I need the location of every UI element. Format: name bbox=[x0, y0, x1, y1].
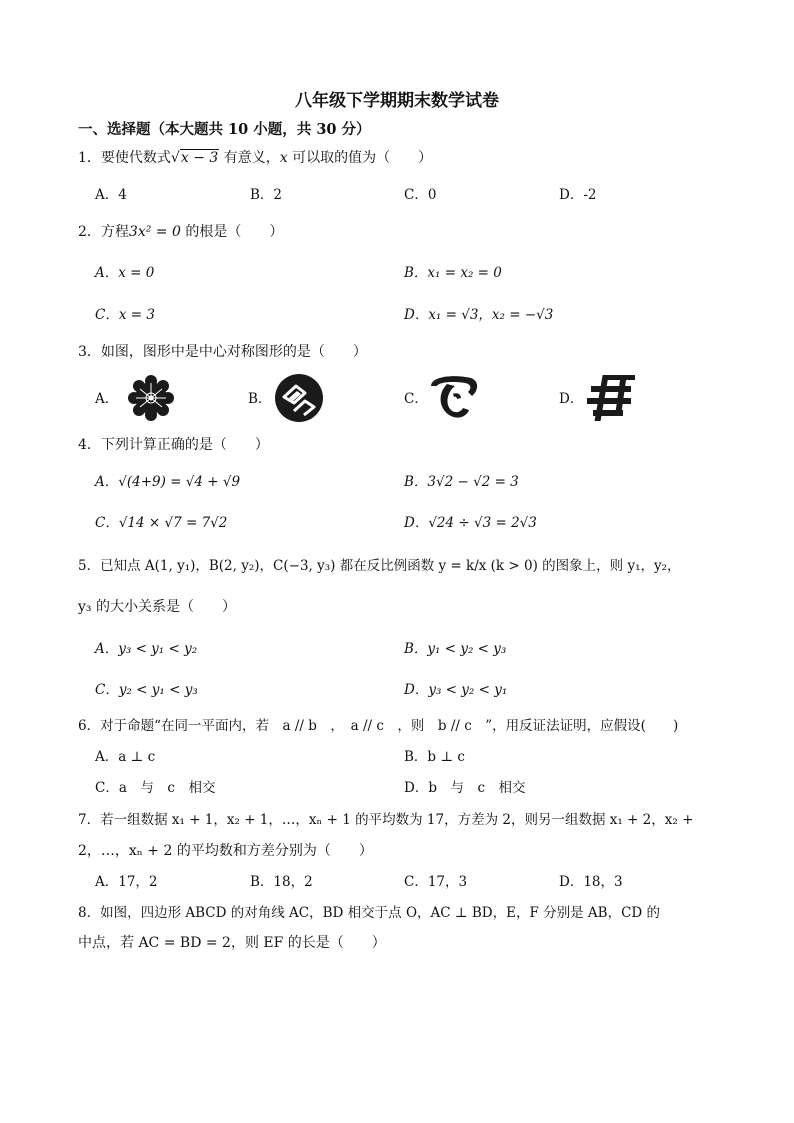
china-unicom-logo-icon bbox=[126, 373, 176, 423]
q7-option-b: B．18，2 bbox=[250, 874, 313, 890]
question-8-line-2: 中点，若 AC = BD = 2，则 EF 的长是（ ） bbox=[78, 935, 386, 951]
q2-option-b: B．x₁ = x₂ = 0 bbox=[404, 265, 502, 281]
question-2-pre: 2．方程 bbox=[78, 224, 129, 240]
q1-option-a: A．4 bbox=[95, 187, 127, 203]
q5-option-d: D．y₃ < y₂ < y₁ bbox=[404, 682, 508, 698]
q3-option-b-label: B． bbox=[248, 391, 272, 407]
q6-option-a: A．a ⊥ c bbox=[95, 749, 156, 765]
question-3: 3．如图，图形中是中心对称图形的是（ ） bbox=[78, 344, 367, 360]
question-4: 4．下列计算正确的是（ ） bbox=[78, 437, 269, 453]
q2-option-d: D．x₁ = √3，x₂ = −√3 bbox=[404, 307, 554, 323]
question-1-mid: 有意义， bbox=[223, 150, 280, 166]
question-5-line-1: 5．已知点 A(1, y₁)，B(2, y₂)，C(−3, y₃) 都在反比例函数 y = k/x (k > 0) 的图象上，则 y₁，y₂， bbox=[78, 558, 681, 574]
q2-option-a: A．x = 0 bbox=[95, 265, 155, 281]
question-5-line-2: y₃ 的大小关系是（ ） bbox=[78, 599, 236, 615]
q1-option-c: C．0 bbox=[404, 187, 437, 203]
q5-option-c: C．y₂ < y₁ < y₃ bbox=[95, 682, 198, 698]
q1-option-d: D．-2 bbox=[559, 187, 597, 203]
q4-option-a: A．√(4+9) = √4 + √9 bbox=[95, 474, 241, 490]
q3-option-a-label: A． bbox=[95, 391, 119, 407]
question-2-post: 的根是（ ） bbox=[185, 224, 284, 240]
q6-option-c: C．a 与 c 相交 bbox=[95, 780, 216, 796]
q2-option-c: C．x = 3 bbox=[95, 307, 155, 323]
question-2 bbox=[78, 222, 283, 242]
q1-option-b: B．2 bbox=[250, 187, 283, 203]
question-1: 1．要使代数式√x − 3 有意义，x 可以取的值为（ ） bbox=[78, 150, 433, 166]
question-7-line-2: 2，…，xₙ + 2 的平均数和方差分别为（ ） bbox=[78, 843, 373, 859]
q6-option-b: B．b ⊥ c bbox=[404, 749, 465, 765]
q4-option-b: B．3√2 − √2 = 3 bbox=[404, 474, 519, 490]
exam-title: 八年级下学期期末数学试卷 bbox=[295, 91, 499, 111]
china-mobile-logo-icon bbox=[272, 373, 326, 423]
q5-option-b: B．y₁ < y₂ < y₃ bbox=[404, 641, 507, 657]
question-6: 6．对于命题“在同一平面内，若 a // b ， a // c ，则 b // c ”，用反证法证明，应假设( ) bbox=[78, 718, 679, 734]
question-7-line-1: 7．若一组数据 x₁ + 1，x₂ + 1，…，xₙ + 1 的平均数为 17，方差为 2，则另一组数据 x₁ + 2，x₂ + bbox=[78, 812, 694, 828]
q7-option-c: C．17，3 bbox=[404, 874, 468, 890]
q4-option-c: C．√14 × √7 = 7√2 bbox=[95, 515, 228, 531]
q3-option-d-label: D． bbox=[559, 391, 584, 407]
q3-option-c-label: C． bbox=[404, 391, 428, 407]
question-1-post: 可以取的值为（ ） bbox=[292, 150, 433, 166]
question-1-pre: 1．要使代数式 bbox=[78, 150, 171, 166]
china-post-logo-icon bbox=[585, 373, 639, 423]
question-2-equation: 3x² = 0 bbox=[128, 224, 181, 240]
section-heading-multiple-choice: 一、选择题（本大题共 10 小题，共 30 分） bbox=[78, 121, 371, 138]
q5-option-a: A．y₃ < y₁ < y₂ bbox=[95, 641, 198, 657]
q4-option-d: D．√24 ÷ √3 = 2√3 bbox=[404, 515, 537, 531]
q6-option-d: D．b 与 c 相交 bbox=[404, 780, 526, 796]
sqrt-expression: √x − 3 bbox=[170, 150, 219, 166]
china-telecom-logo-icon bbox=[425, 372, 483, 424]
q7-option-d: D．18，3 bbox=[559, 874, 623, 890]
q7-option-a: A．17，2 bbox=[95, 874, 158, 890]
question-8-line-1: 8．如图，四边形 ABCD 的对角线 AC，BD 相交于点 O，AC ⊥ BD，E，F 分别是 AB，CD 的 bbox=[78, 905, 661, 921]
